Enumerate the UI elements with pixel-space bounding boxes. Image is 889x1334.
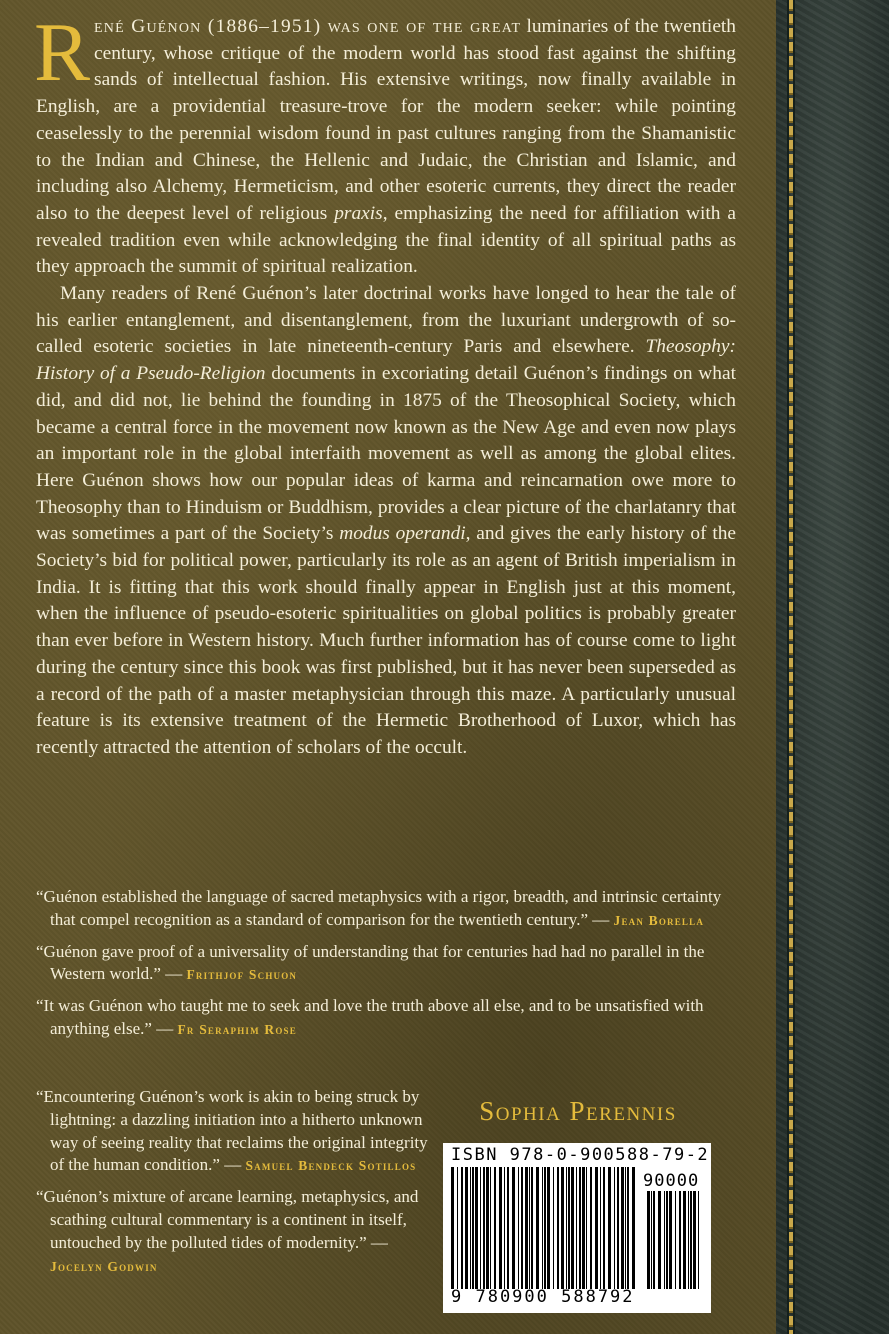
quote-author: Samuel Bendeck Sotillos [245,1158,417,1174]
quote-author: Fr Seraphim Rose [177,1021,297,1037]
quote-text: “Guénon established the language of sacred metaphysics with a rigor, breadth, and intrinsic certainty that compel recognition as a standard of comparison for the twentieth century.” — [36,887,722,929]
blurb-paragraph-1 [34,6,737,281]
quote-author: Jean Borella [613,912,705,928]
quote-author: Frithjof Schuon [186,967,298,983]
price-code: 90000 [643,1171,700,1191]
quote-text: “Guénon gave proof of a universality of understanding that for centuries had had no parallel in the Western world.” — [36,941,705,984]
paragraph-text: , and gives the early history of the Society’s bid for political power, particularly its role as an agent of British imperialism in India. It is fitting that this work should finally appear in English just at this moment, when the influence of pseudo-esoteric spiritualities on global politics is probably greater than ever before in Western history. Much further information has of course come to light during the century since this book was first published, but it has never been superseded as a record of the path of a master metaphysician through this maze. A particularly unusual feature is its extensive treatment of the Hermetic Brotherhood of Luxor, which has recently attracted the attention of scholars of the occult. [36,523,737,758]
publisher-logo: Sophia Perennis [479,1096,677,1126]
barcode-bars [451,1167,637,1289]
blurb-text [34,6,737,762]
lead-in: ené Guénon (1886–1951) was one of the great [94,16,522,37]
endorsement [36,1186,428,1278]
book-title: Theosophy: History of a Pseudo-Religion [36,336,736,385]
blurb-paragraph-2 [36,281,736,762]
paragraph-text: Many readers of René Guénon’s later doctrinal works have longed to hear the tale of his earlier entanglement, and disentanglement, from the luxuriant undergrowth of so-called esoteric societies in late nineteenth-century Paris and elsewhere. [36,283,736,358]
quote-text: “It was Guénon who taught me to seek and love the truth above all else, and to be unsatisfied with anything else.” — [36,996,704,1038]
endorsements-lower [36,1086,428,1286]
endorsement [36,1086,428,1178]
ean-digits: 9 780900 588792 [451,1287,635,1307]
paragraph-text: luminaries of the twentieth century, whose critique of the modern world has stood fast against the shifting sands of intellectual fashion. His extensive writings, now finally available in English, are a providential treasure-trove for the modern seeker: while pointing ceaselessly to the perennial wisdom found in past cultures ranging from the Shamanistic to the Indian and Chinese, the Hellenic and Judaic, the Christian and Islamic, and including also Alchemy, Hermeticism, and other esoteric currents, they direct the reader also to the deepest level of religious [36,16,737,224]
endorsement [36,886,736,933]
quote-text: “Encountering Guénon’s work is akin to being struck by lightning: a dazzling initiation into a hitherto unknown way of seeing reality that reclaims the original integrity of the human condition.” — [36,1087,428,1175]
spine-stitching [787,0,795,1334]
endorsement [36,995,736,1042]
paragraph-text: , emphasizing the need for affiliation with a revealed tradition even while acknowledging the final identity of all spiritual paths as they approach the summit of spiritual realization. [36,202,737,278]
isbn-barcode [443,1143,711,1313]
italic-term: modus operandi [339,523,466,545]
quote-author: Jocelyn Godwin [50,1258,158,1274]
drop-cap: R [34,6,91,99]
isbn-number: ISBN 978-0-900588-79-2 [451,1145,710,1165]
addon-barcode-bars [647,1191,703,1289]
italic-term: praxis [334,202,383,224]
endorsement [36,941,736,988]
paragraph-text: documents in excoriating detail Guénon’s findings on what did, and did not, lie behind the founding in 1875 of the Theosophical Society, which became a central force in the movement now known as the New Age and even now plays an important role in the global interfaith movement as well as among the global elites. Here Guénon shows how our popular ideas of karma and reincarnation owe more to Theosophy than to Hinduism or Buddhism, provides a clear picture of the charlatanry that was sometimes a part of the Society’s [36,363,736,545]
endorsements-upper [36,886,736,1050]
quote-text: “Guénon’s mixture of arcane learning, metaphysics, and scathing cultural commentary is a continent in itself, untouched by the polluted tides of modernity.” — [36,1187,419,1252]
